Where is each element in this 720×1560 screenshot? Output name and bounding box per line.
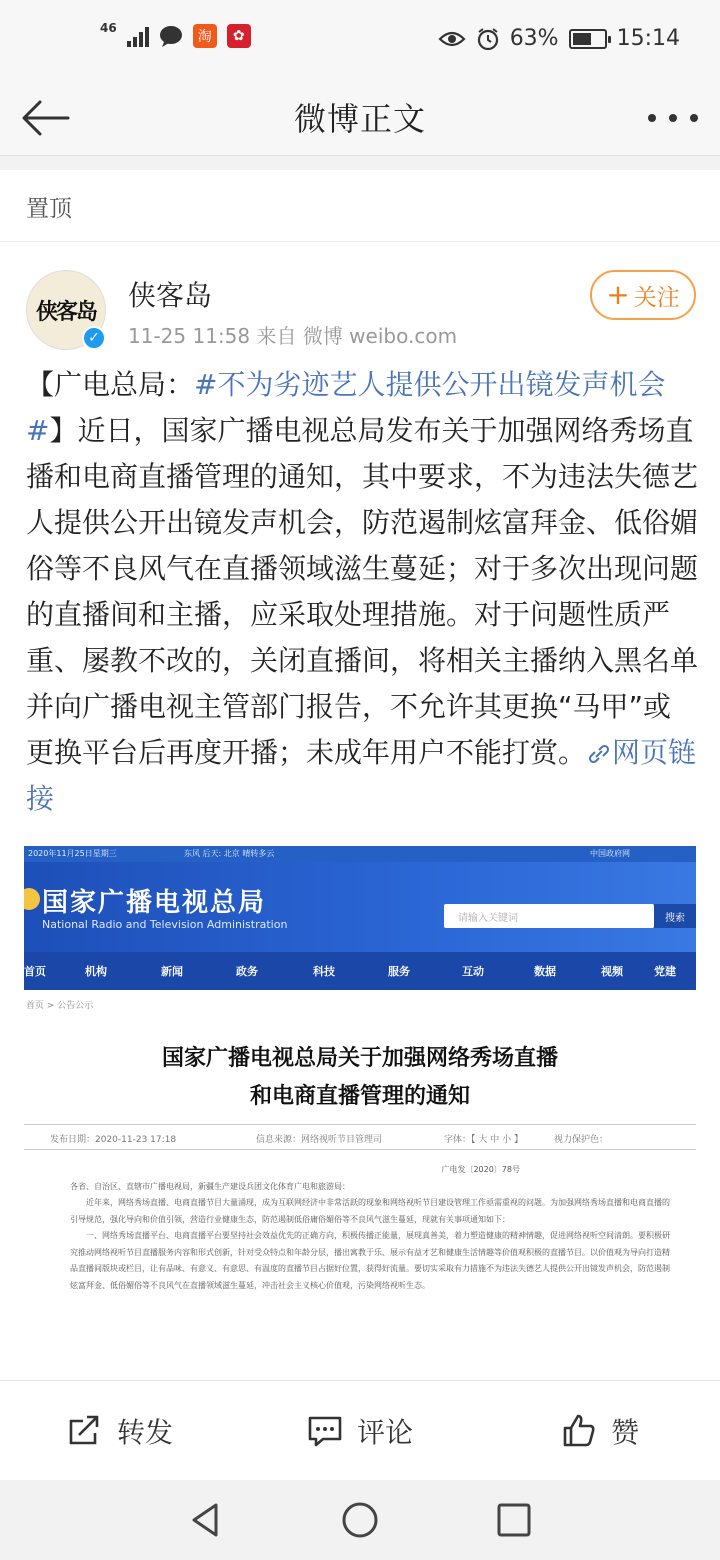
status-right	[438, 26, 680, 51]
taobao-icon: 淘	[193, 24, 217, 48]
nav-back-icon[interactable]	[186, 1500, 226, 1540]
gov-body-line: 近年来，网络秀场直播、电商直播节目大量涌现，成为互联网经济中非常活跃的现象和网络视听节目建设管理工作亟需重视的问题。为加强网络秀场直播和电商直播的引导规范，强化导向和价值引领，营造行业健康生态，防范遏制低俗庸俗媚俗等不良风气滋生蔓延，现就有关事项通知如下：	[70, 1198, 670, 1224]
status-bar	[0, 0, 720, 80]
gov-nav-item: 党建	[654, 965, 676, 978]
gov-nav-item: 科技	[313, 965, 335, 978]
gov-doc-title-line2: 和电商直播管理的通知	[249, 1084, 470, 1109]
gov-banner	[24, 862, 696, 952]
nav-home-icon[interactable]	[340, 1500, 380, 1540]
comment-icon	[307, 1413, 343, 1449]
header	[0, 80, 720, 156]
gov-source: 信息来源：网络视听节目管理司	[256, 1135, 383, 1145]
gov-body-line: 各省、自治区、直辖市广播电视局，新疆生产建设兵团文化体育广电和旅游局：	[70, 1181, 350, 1191]
gov-doc-title-line1: 国家广播电视总局关于加强网络秀场直播	[161, 1046, 558, 1071]
gov-font-size: 字体：【 大 中 小 】	[444, 1135, 523, 1145]
gov-site-name: 国家广播电视总局	[42, 888, 267, 918]
gov-search-label: 搜索	[665, 912, 685, 924]
national-emblem-icon	[24, 888, 40, 910]
eye-icon	[438, 29, 466, 49]
more-options-icon[interactable]	[648, 104, 698, 132]
verified-badge-icon: ✓	[82, 326, 106, 350]
gov-vision-care: 视力保护色：	[554, 1135, 609, 1145]
page-title: 微博正文	[293, 100, 426, 138]
pinned-section	[0, 170, 720, 242]
gov-nav-item: 视频	[601, 965, 623, 978]
post-text-body: 】近日，国家广播电视总局发布关于加强网络秀场直播和电商直播管理的通知，其中要求，不为违法失德艺人提供公开出镜发声机会，防范遏制炫富拜金、低俗媚俗等不良风气在直播领域滋生蔓延；对于多次出现问题的直播间和主播，应采取处理措施。对于问题性质严重、屡教不改的，关闭直播间，将相关主播纳入黑名单并向广播电视主管部门报告，不允许其更换“马甲”或更换平台后再度开播；未成年用户不能打赏。	[26, 414, 699, 769]
battery-icon	[569, 29, 607, 49]
gov-search-input	[444, 904, 654, 928]
plus-icon: +	[606, 278, 630, 311]
gov-top-weather: 东风 后天: 北京 晴转多云	[184, 849, 275, 858]
chat-bubble-icon	[159, 25, 183, 47]
follow-label: 关注	[633, 284, 680, 311]
alarm-icon	[476, 27, 500, 51]
repost-label: 转发	[116, 1416, 173, 1449]
gov-nav	[24, 952, 696, 990]
gov-top-bar	[24, 846, 696, 862]
post-text-prefix: 【广电总局：	[26, 368, 195, 401]
comment-button[interactable]	[240, 1381, 480, 1481]
gov-search-button	[654, 904, 696, 928]
clock: 15:14	[616, 26, 680, 51]
link-icon	[586, 744, 612, 764]
follow-button[interactable]	[590, 270, 696, 320]
gov-breadcrumb: 首页 > 公告公示	[26, 1001, 94, 1011]
gov-doc-body	[70, 1162, 670, 1294]
repost-icon	[67, 1413, 103, 1449]
gov-publish-date: 发布日期：2020-11-23 17:18	[50, 1135, 177, 1145]
gov-doc-title	[24, 1040, 696, 1116]
repost-button[interactable]	[0, 1381, 240, 1481]
gov-search-placeholder: 请输入关键词	[458, 913, 518, 924]
gov-top-date: 2020年11月25日星期三	[28, 849, 117, 858]
signal-icon	[127, 25, 149, 47]
like-label: 赞	[610, 1416, 639, 1449]
post-image[interactable]	[24, 846, 696, 1366]
battery-percent: 63%	[509, 26, 559, 51]
thumbs-up-icon	[561, 1413, 597, 1449]
gov-nav-item: 互动	[462, 965, 484, 978]
like-button[interactable]	[480, 1381, 720, 1481]
comment-label: 评论	[356, 1416, 413, 1449]
gov-nav-item: 政务	[236, 965, 258, 978]
gov-nav-item: 服务	[388, 965, 410, 978]
web-link-label: 网页链接	[26, 736, 697, 815]
gov-nav-item: 数据	[534, 965, 556, 978]
status-left	[100, 21, 251, 48]
post-meta: 11-25 11:58 来自 微博 weibo.com	[128, 324, 458, 348]
action-bar	[0, 1380, 720, 1480]
gov-doc-info	[24, 1124, 696, 1150]
gov-nav-item: 首页	[24, 965, 46, 978]
gov-top-right: 中国政府网	[590, 849, 630, 858]
gov-doc-number: 广电发〔2020〕78号	[441, 1165, 520, 1174]
gov-site-name-en: National Radio and Television Administration	[42, 918, 288, 931]
pinned-label: 置顶	[26, 196, 72, 222]
username[interactable]: 侠客岛	[128, 279, 213, 312]
app-grid-icon: ✿	[227, 24, 251, 48]
system-nav-bar	[0, 1480, 720, 1560]
network-type: 46	[100, 21, 117, 35]
gov-nav-item: 新闻	[161, 965, 183, 978]
avatar-logo: 侠客岛	[35, 298, 96, 325]
gov-nav-item: 机构	[85, 965, 107, 978]
hashtag-link[interactable]: #不为劣迹艺人提供公开出镜发声机会#	[26, 368, 666, 447]
weibo-post	[0, 242, 720, 1380]
gov-body-line: 一、网络秀场直播平台、电商直播平台要坚持社会效益优先的正确方向，积极传播正能量，展现真善美，着力塑造健康的精神情趣，促进网络视听空间清朗。要积极研究推动网络视听节目直播服务内容和形式创新，针对受众特点和年龄分层，播出寓教于乐、展示有益才艺和健康生活情趣等价值观积极的直播节目。以价值观为导向打造精品直播间版块或栏目，让有品味、有意义、有意思、有温度的直播节目占据好位置，获得好流量。要切实采取有力措施不为违法失德艺人提供公开出镜发声机会，防范遏制炫富拜金、低俗媚俗等不良风气在直播领域滋生蔓延，冲击社会主义核心价值观，污染网络视听生态。	[70, 1231, 670, 1290]
post-text	[26, 362, 698, 822]
nav-recents-icon[interactable]	[494, 1500, 534, 1540]
